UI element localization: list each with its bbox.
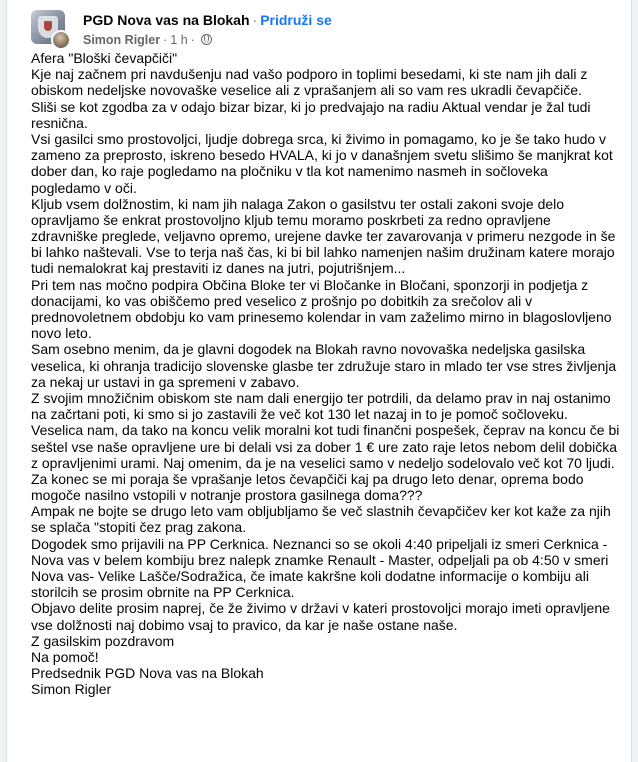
post-line: storilcih se prosim obrnite na PP Cerknica. bbox=[31, 584, 295, 601]
author-link[interactable]: Simon Rigler bbox=[83, 33, 161, 47]
post-body bbox=[31, 50, 620, 698]
post-line: seštel vse naše opravljene ure bi delali vsi za dober 1 € ure zato raje letos nebom delil dobička bbox=[31, 438, 618, 455]
meta-separator-1: · bbox=[163, 33, 168, 47]
post-line: Na pomoč! bbox=[31, 648, 99, 665]
meta-line bbox=[83, 33, 212, 47]
post-line: Vsi gasilci smo prostovoljci, ljudje dobrega srca, ki živimo in pomagamo, ko je še tako hudo v bbox=[31, 130, 607, 147]
post-line: na začrtani poti, ki smo si jo zastavili že več kot 130 let nazaj in to je pomoč sočloveku. bbox=[31, 406, 568, 423]
post-card bbox=[6, 0, 632, 762]
post-line: Ampak ne bojte se drugo leto vam obljubljamo še več slastnih čevapčičev ker kot kaže za njih bbox=[31, 503, 611, 520]
post-line: z opravljenimi urami. Naj omenim, da je na veselici samo v nedeljo sodelovalo več kot 70 ljudi. bbox=[31, 454, 615, 471]
post-line: bi lahko naštevali. Vse to terja naš čas, ki bi bil lahko namenjen našim družinam katere morajo bbox=[31, 244, 615, 261]
post-line: prednovoletnem obdobju ko vam prinesemo kolendar in vam zaželimo mirno in blagoslovljeno bbox=[31, 309, 612, 325]
post-line: Z svojim množičnim obiskom ste nam dali energijo ter potrdili, da delamo prav in naj ostanimo bbox=[31, 389, 611, 406]
post-line: Za konec se mi poraja še vprašanje letos čevapčiči kaj pa drugo leto denar, oprema bodo bbox=[31, 470, 584, 487]
post-line: zameno za preprosto, iskreno besedo HVALA, ki jo v današnjem svetu slišimo še manjkrat kot bbox=[31, 147, 613, 164]
post-line: resnična. bbox=[31, 114, 88, 131]
post-line: Veselica nam, da tako na koncu velik moralni kot tudi finančni pospešek, čeprav na koncu če bi bbox=[31, 422, 620, 439]
page-name-link[interactable]: PGD Nova vas na Blokah bbox=[83, 12, 250, 28]
post-line: dober dan, ko raje pogledamo na pločniku v tla kot namenimo nasmeh in sočloveka bbox=[31, 163, 548, 180]
post-line: zdravniške preglede, veljavno opremo, urejene davke ter zavarovanja v primeru nezgode in še bbox=[31, 228, 616, 245]
join-button[interactable]: Pridruži se bbox=[260, 12, 332, 28]
title-separator: · bbox=[252, 12, 258, 28]
post-line: Kljub vsem dolžnostim, ki nam jih nalaga Zakon o gasilstvu ter ostali zakoni svoje delo bbox=[31, 195, 565, 212]
post-line: mogoče nasilno vstopili v notranje prostora gasilnega doma??? bbox=[31, 487, 423, 504]
post-line: Pri tem nas močno podpira Občina Bloke ter vi Bločanke in Bločani, sponzorji in podjetja z bbox=[31, 276, 589, 293]
post-line: za nekaj ur ustavi in ga spremeni v zabavo. bbox=[31, 373, 300, 390]
post-line: veselica, ki ohranja tradicijo slovenske glasbe ter združuje staro in mlado ter vse stres življenja bbox=[31, 357, 617, 374]
post-line: se splača "stopiti čez prag zakona. bbox=[31, 519, 247, 536]
user-avatar[interactable] bbox=[51, 30, 71, 50]
globe-icon bbox=[201, 34, 212, 45]
post-line: Sam osebno menim, da je glavni dogodek na Blokah ravno novovaška nedeljska gasilska bbox=[31, 341, 586, 358]
post-line: vse dolžnosti naj dobimo vsaj to pravico, da kar je naše ostane naše. bbox=[31, 616, 458, 633]
post-line: novo leto. bbox=[31, 325, 92, 342]
post-line: Afera "Bloški čevapčiči" bbox=[31, 50, 178, 66]
post-line: Dogodek smo prijavili na PP Cerknica. Neznanci so se okoli 4:40 pripeljali iz smeri Cerknica - bbox=[31, 535, 608, 552]
post-line: Sliši se kot zgodba za v odajo bizar bizar, ki jo predvajajo na radiu Aktual vendar je žal tudi bbox=[31, 98, 591, 115]
post-line: Nova vas v belem kombiju brez nalepk znamke Renault - Master, odpeljali pa ob 4:50 v smeri bbox=[31, 551, 609, 568]
post-line: obiskom nedeljske novovaške veselice ali z vprašanjem ali so vam res ukradli čevapčiče. bbox=[31, 82, 582, 99]
post-line: donacijami, ko vas obiščemo pred veselico z prošnjo po dobitkih za srečolov ali v bbox=[31, 292, 533, 309]
post-line: opravljamo še enkrat prostovoljno kljub temu moramo poskrbeti za redno opravljene bbox=[31, 211, 551, 228]
post-line: Objavo delite prosim naprej, če že živimo v državi v kateri prostovoljci morajo imeti opravljene bbox=[31, 600, 610, 617]
post-line: Simon Rigler bbox=[31, 681, 112, 698]
post-line: Nova vas- Velike Lašče/Sodražica, če imate kakršne koli dodatne informacije o kombiju ali bbox=[31, 568, 589, 584]
meta-separator-2: · bbox=[190, 33, 195, 47]
post-line: Predsednik PGD Nova vas na Blokah bbox=[31, 665, 264, 682]
title-line bbox=[83, 12, 332, 28]
post-header bbox=[31, 8, 621, 52]
post-time-link[interactable]: 1 h bbox=[170, 33, 188, 47]
post-line: tudi nemalokrat kaj prestaviti iz danes na jutri, pojutrišnjem... bbox=[31, 260, 406, 277]
avatar-group[interactable] bbox=[31, 10, 71, 50]
post-line: Z gasilskim pozdravom bbox=[31, 632, 175, 649]
post-line: pogledamo v oči. bbox=[31, 179, 137, 196]
post-line: Kje naj začnem pri navdušenju nad vašo podporo in toplimi besedami, ki ste nam jih dali z bbox=[31, 66, 588, 83]
